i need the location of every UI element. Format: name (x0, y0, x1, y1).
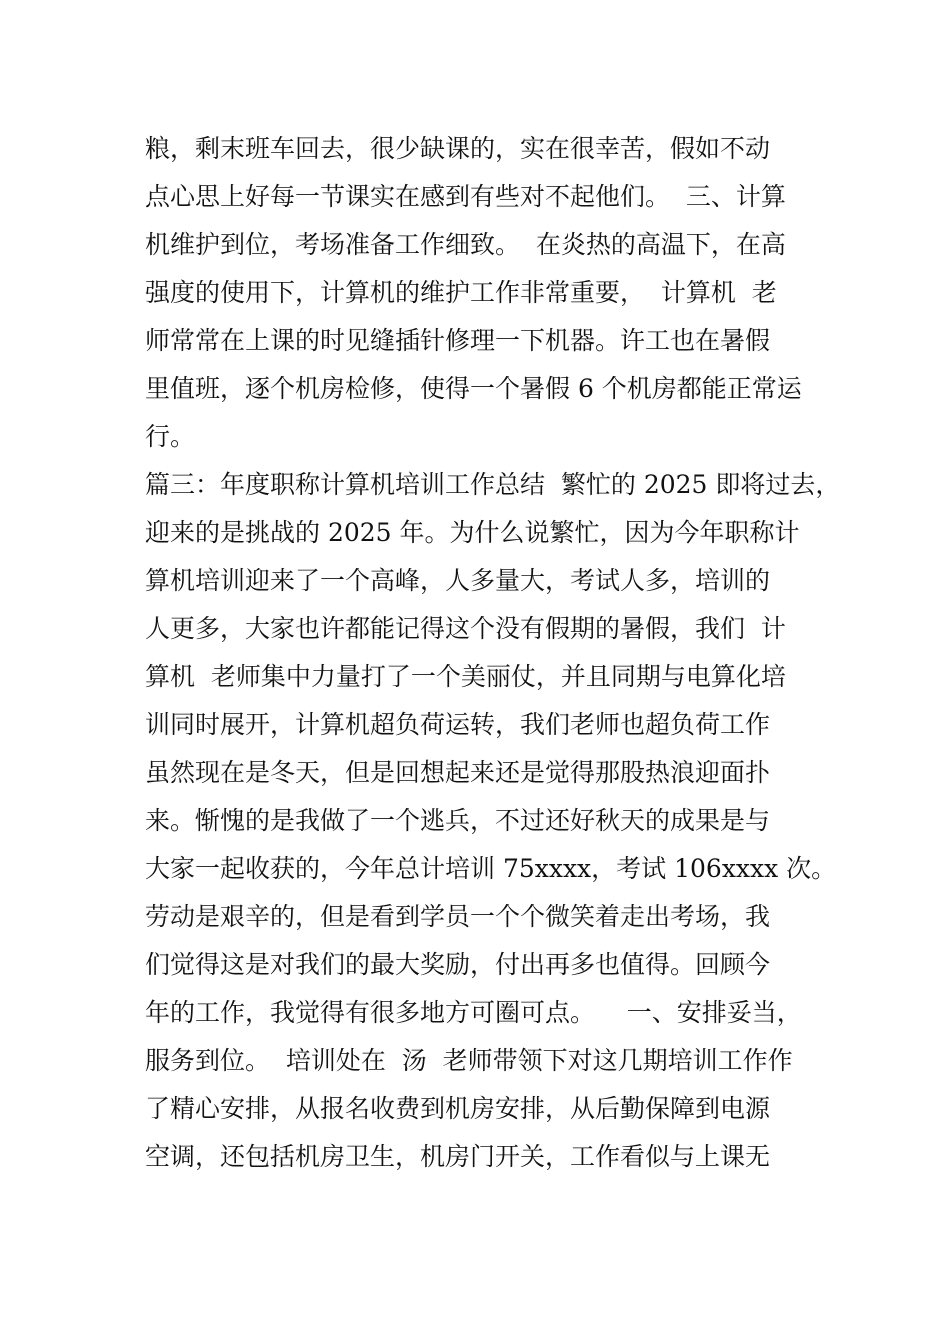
text-line: 年的工作，我觉得有很多地方可圈可点。 一、安排妥当， (145, 998, 802, 1027)
text-line: 粮，剩末班车回去，很少缺课的，实在很幸苦，假如不动 (145, 134, 771, 163)
text-line: 算机 老师集中力量打了一个美丽仗，并且同期与电算化培 (145, 662, 786, 691)
text-line: 劳动是艰辛的，但是看到学员一个个微笑着走出考场，我 (145, 902, 771, 931)
text-line: 点心思上好每一节课实在感到有些对不起他们。 三、计算 (145, 182, 786, 211)
text-line: 虽然现在是冬天，但是回想起来还是觉得那股热浪迎面扑 (145, 758, 771, 787)
text-line: 们觉得这是对我们的最大奖励，付出再多也值得。回顾今 (145, 950, 771, 979)
text-line: 里值班，逐个机房检修，使得一个暑假 6 个机房都能正常运 (145, 374, 802, 403)
text-line: 了精心安排，从报名收费到机房安排，从后勤保障到电源 (145, 1094, 771, 1123)
text-line: 训同时展开，计算机超负荷运转，我们老师也超负荷工作 (145, 710, 771, 739)
text-line: 人更多，大家也许都能记得这个没有假期的暑假，我们 计 (145, 614, 786, 643)
text-line: 师常常在上课的时见缝插针修理一下机器。许工也在暑假 (145, 326, 771, 355)
text-line: 行。 (145, 422, 196, 451)
text-line: 空调，还包括机房卫生，机房门开关，工作看似与上课无 (145, 1142, 771, 1171)
text-line: 服务到位。 培训处在 汤 老师带领下对这几期培训工作作 (145, 1046, 793, 1075)
section-heading-line: 篇三：年度职称计算机培训工作总结 繁忙的 2025 即将过去， (145, 470, 841, 499)
text-line: 大家一起收获的，今年总计培训 75xxxx，考试 106xxxx 次。 (145, 854, 837, 883)
text-line: 来。惭愧的是我做了一个逃兵，不过还好秋天的成果是与 (145, 806, 771, 835)
text-line: 机维护到位，考场准备工作细致。 在炎热的高温下，在高 (145, 230, 786, 259)
text-line: 算机培训迎来了一个高峰，人多量大，考试人多，培训的 (145, 566, 771, 595)
text-line: 迎来的是挑战的 2025 年。为什么说繁忙，因为今年职称计 (145, 518, 800, 547)
text-line: 强度的使用下，计算机的维护工作非常重要， 计算机 老 (145, 278, 777, 307)
